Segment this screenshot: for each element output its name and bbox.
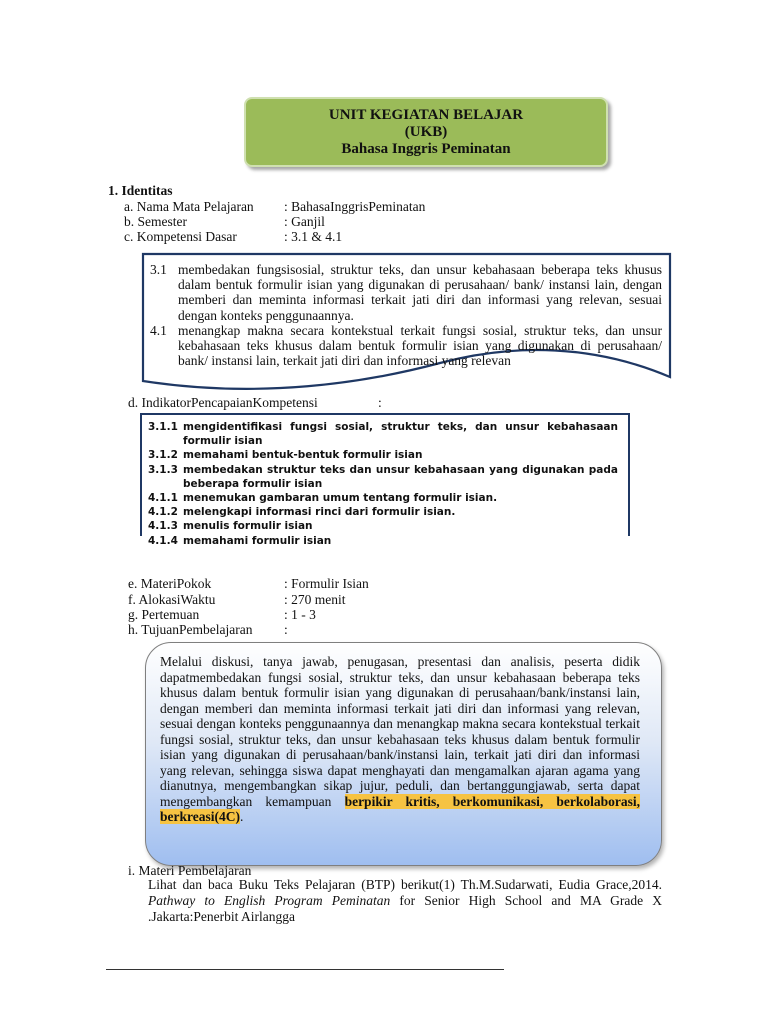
competency-list <box>150 262 662 368</box>
footnote-divider <box>106 969 504 970</box>
section-heading-identitas: 1. Identitas <box>108 183 173 198</box>
detail-label-waktu: f. AlokasiWaktu <box>128 592 216 607</box>
detail-value-tujuan: : <box>284 622 288 637</box>
indicator-number: 4.1.3 <box>148 520 178 533</box>
indicator-list <box>148 420 618 547</box>
learning-goal-end: . <box>240 809 244 824</box>
competency-text: menangkap makna secara kontekstual terkait fungsi sosial, struktur teks, dan unsur kebahasaan teks khusus dalam bentuk formulir isian yang digunakan di perusahaan/ bank/ instansi lain, terkait jati diri dan informasi yang relevan <box>178 322 662 369</box>
indicator-text: menulis formulir isian <box>183 520 313 533</box>
competency-number: 3.1 <box>150 262 167 277</box>
learning-goal-body: Melalui diskusi, tanya jawab, penugasan, presentasi dan analisis, peserta didik dapatmembedakan fungsi sosial, struktur teks, dan unsur kebahasaan beberapa teks khusus dalam bentuk formulir isian yang digunakan di perusahaan/bank/instansi lain, dengan memberi dan meminta informasi terkait jati diri dan informasi yang relevan, sesuai dengan konteks penggunaannya dan menangkap makna secara kontekstual terkait fungsi sosial, struktur teks, dan unsur kebahasaan teks khusus dalam bentuk formulir isian yang digunakan di perusahaan/bank/instansi lain, terkait jati diri dan informasi yang relevan, sehingga siswa dapat menghayati dan mengamalkan ajaran agama yang dianutnya, mengembangkan sikap jujur, peduli, dan bertanggungjawab, serta dapat mengembangkan kemampuan <box>160 654 640 809</box>
materials-text <box>148 877 662 924</box>
detail-label-materi: e. MateriPokok <box>128 576 212 591</box>
identity-value-subject: : BahasaInggrisPeminatan <box>284 199 426 214</box>
indicator-text: memahami formulir isian <box>183 534 332 547</box>
identity-label-semester: b. Semester <box>124 214 187 229</box>
indicator-text: memahami bentuk-bentuk formulir isian <box>183 449 423 462</box>
identity-label-subject: a. Nama Mata Pelajaran <box>124 199 254 214</box>
detail-value-waktu: : 270 menit <box>284 592 346 607</box>
competency-item <box>150 262 662 323</box>
indicator-item <box>148 534 618 548</box>
detail-label-tujuan: h. TujuanPembelajaran <box>128 622 253 637</box>
detail-value-pertemuan: : 1 - 3 <box>284 607 316 622</box>
competency-text: membedakan fungsisosial, struktur teks, dan unsur kebahasaan beberapa teks khusus dalam bentuk formulir isian yang digunakan di perusahaan/ bank/ instansi lain, dengan memberi dan meminta informasi terkait jati diri dan informasi yang relevan, sesuai dengan konteks penggunaannya. <box>178 262 662 323</box>
indicator-text: menemukan gambaran umum tentang formulir isian. <box>183 492 498 505</box>
identity-value-semester: : Ganjil <box>284 214 325 229</box>
indicator-colon: : <box>378 395 382 410</box>
materials-text-after: for Senior High School and MA Grade X .Jakarta:Penerbit Airlangga <box>148 892 662 924</box>
competency-number: 4.1 <box>150 322 167 338</box>
indicator-text: melengkapi informasi rinci dari formulir isian. <box>183 506 456 519</box>
indicator-item <box>148 491 618 505</box>
indicator-number: 3.1.3 <box>148 463 178 476</box>
unit-title: UNIT KEGIATAN BELAJAR <box>328 107 524 123</box>
identity-value-kd: : 3.1 & 4.1 <box>284 229 343 244</box>
indicator-text: mengidentifikasi fungsi sosial, struktur teks, dan unsur kebahasaan formulir isian <box>183 421 618 448</box>
unit-abbreviation: (UKB) <box>404 124 448 140</box>
indicator-label: d. IndikatorPencapaianKompetensi <box>128 395 318 410</box>
indicator-item <box>148 420 618 448</box>
unit-title-box <box>244 97 608 167</box>
indicator-item <box>148 505 618 519</box>
materials-text-before: Lihat dan baca Buku Teks Pelajaran (BTP) berikut(1) Th.M.Sudarwati, Eudia Grace,2014. <box>148 877 662 892</box>
materials-label: i. Materi Pembelajaran <box>128 863 252 878</box>
indicator-item <box>148 463 618 491</box>
indicator-number: 4.1.1 <box>148 492 178 505</box>
indicator-item <box>148 519 618 533</box>
indicator-number: 4.1.4 <box>148 534 178 547</box>
subject-title: Bahasa Inggris Peminatan <box>341 141 511 157</box>
competency-item <box>150 323 662 369</box>
learning-goal-highlight: berpikir kritis, berkomunikasi, berkolaborasi, berkreasi(4C) <box>160 793 641 824</box>
detail-value-materi: : Formulir Isian <box>284 576 369 591</box>
indicator-number: 4.1.2 <box>148 506 178 519</box>
learning-goal-text <box>160 654 640 825</box>
materials-book-title: Pathway to English Program Peminatan <box>148 892 391 908</box>
indicator-text: membedakan struktur teks dan unsur kebahasaan yang digunakan pada beberapa formulir isian <box>183 463 618 490</box>
detail-label-pertemuan: g. Pertemuan <box>128 607 200 622</box>
indicator-number: 3.1.1 <box>148 421 178 433</box>
indicator-number: 3.1.2 <box>148 449 178 462</box>
indicator-item <box>148 448 618 462</box>
identity-label-kd: c. Kompetensi Dasar <box>124 229 237 244</box>
